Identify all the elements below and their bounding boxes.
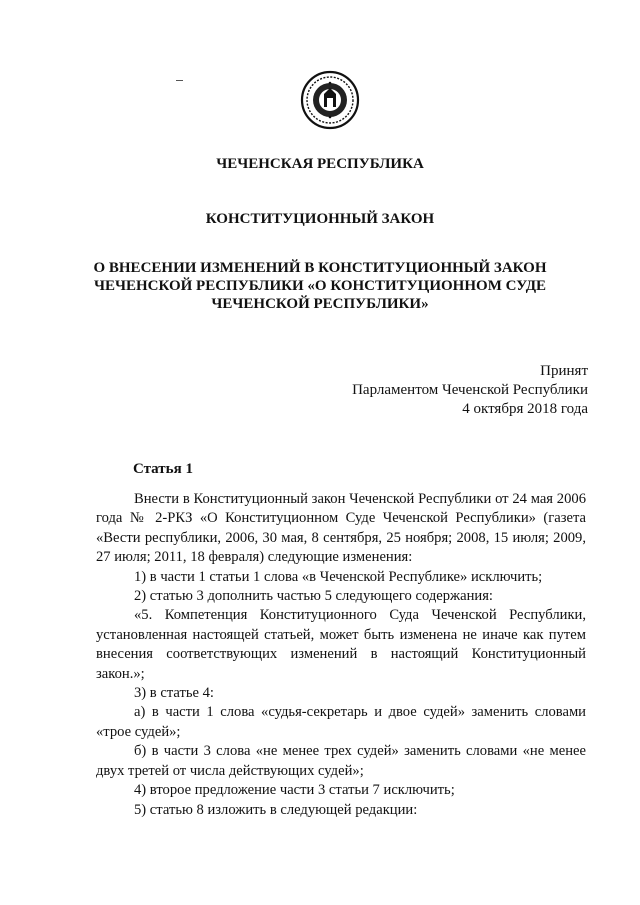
law-title-line: ЧЕЧЕНСКОЙ РЕСПУБЛИКИ «О КОНСТИТУЦИОННОМ СУДЕ xyxy=(93,278,547,294)
paragraph: 3) в статье 4: xyxy=(134,685,214,702)
coat-of-arms-emblem xyxy=(300,70,360,130)
paragraph: 2) статью 3 дополнить частью 5 следующего содержания: xyxy=(134,588,493,605)
paragraph: 5) статью 8 изложить в следующей редакции: xyxy=(134,801,418,818)
law-title-line: ЧЕЧЕНСКОЙ РЕСПУБЛИКИ» xyxy=(211,296,429,312)
adopted-by: Парламентом Чеченской Республики xyxy=(352,382,588,398)
paragraph: 1) в части 1 статьи 1 слова «в Чеченской Республике» исключить; xyxy=(134,568,543,585)
paragraph: 4) второе предложение части 3 статьи 7 исключить; xyxy=(134,782,455,799)
article-body xyxy=(96,490,586,820)
adopted-label: Принят xyxy=(540,363,588,379)
paragraph: б) в части 3 слова «не менее трех судей» заменить словами «не менее двух третей от числа действующих судей»; xyxy=(96,743,586,779)
adoption-block xyxy=(352,362,588,419)
paragraph: «5. Компетенция Конституционного Суда Чеченской Республики, установленная настоящей статьей, может быть изменена не иначе как путем внесения соответствующих изменений в настоящий Конституционный закон.»; xyxy=(96,607,586,682)
law-title-line: О ВНЕСЕНИИ ИЗМЕНЕНИЙ В КОНСТИТУЦИОННЫЙ ЗАКОН xyxy=(93,260,547,276)
law-title xyxy=(60,259,580,313)
scan-mark xyxy=(176,80,183,81)
article-heading: Статья 1 xyxy=(133,461,193,477)
republic-heading: ЧЕЧЕНСКАЯ РЕСПУБЛИКА xyxy=(216,156,424,172)
law-type-heading: КОНСТИТУЦИОННЫЙ ЗАКОН xyxy=(205,211,435,227)
adopted-date: 4 октября 2018 года xyxy=(462,401,588,417)
paragraph: а) в части 1 слова «судья-секретарь и двое судей» заменить словами «трое судей»; xyxy=(96,704,586,740)
paragraph: Внести в Конституционный закон Чеченской Республики от 24 мая 2006 года № 2-РКЗ «О Конституционном Суде Чеченской Республики» (газета «Вести республики, 2006, 30 мая, 8 сентября, 25 ноября; 2008, 15 июля; 2009, 27 июля; 2011, 18 февраля) следующие изменения: xyxy=(96,491,586,566)
